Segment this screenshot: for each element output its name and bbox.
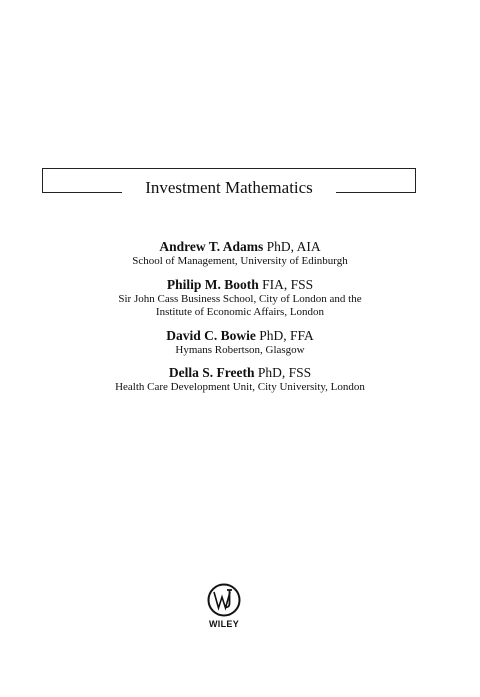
author-credentials: FIA, FSS xyxy=(258,276,314,292)
author-affiliation: Health Care Development Unit, City University, London xyxy=(115,381,365,393)
author-affiliation: Sir John Cass Business School, City of London and the xyxy=(118,292,362,305)
publisher-name: WILEY xyxy=(209,619,239,629)
publisher-logo xyxy=(207,583,241,635)
author-block xyxy=(0,239,480,269)
author-credentials: PhD, FFA xyxy=(255,327,314,343)
author-block xyxy=(0,328,480,358)
book-title: Investment Mathematics xyxy=(145,178,313,197)
author-credentials: PhD, FSS xyxy=(254,365,312,380)
author-name: Della S. Freeth xyxy=(168,365,255,380)
title-rule-left xyxy=(42,192,122,193)
author-block xyxy=(0,365,480,395)
author-credentials: PhD, AIA xyxy=(263,239,321,254)
author-affiliation: School of Management, University of Edinburgh xyxy=(132,255,348,267)
author-affiliation: Institute of Economic Affairs, London xyxy=(155,306,325,318)
author-block xyxy=(0,277,480,320)
author-name: Andrew T. Adams xyxy=(159,239,264,254)
wiley-logo-icon xyxy=(207,583,241,617)
author-name: David C. Bowie xyxy=(166,327,256,343)
author-name: Philip M. Booth xyxy=(166,276,259,292)
title-rule-right xyxy=(336,192,416,193)
author-affiliation: Hymans Robertson, Glasgow xyxy=(175,343,305,356)
author-list xyxy=(0,239,480,403)
